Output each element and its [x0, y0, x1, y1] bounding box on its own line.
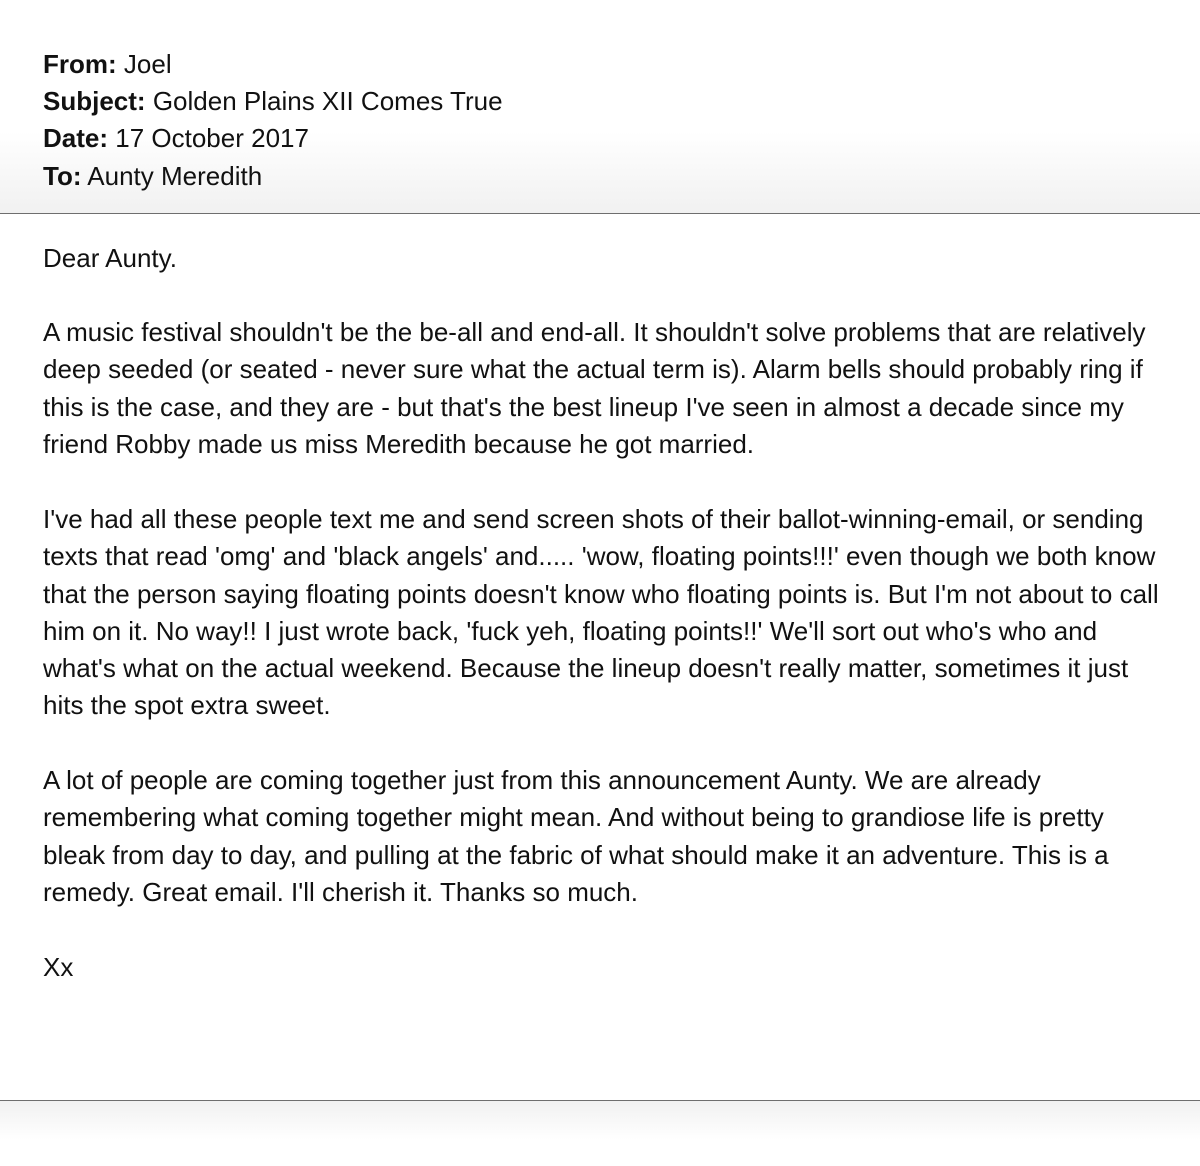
subject-value: Golden Plains XII Comes True: [152, 86, 503, 116]
to-value: Aunty Meredith: [87, 161, 263, 191]
from-label: From:: [43, 49, 117, 79]
subject-label: Subject:: [43, 86, 146, 116]
date-label: Date:: [43, 123, 109, 153]
email-paragraph: I've had all these people text me and send screen shots of their ballot-winning-email, or sending texts that read 'omg' and 'black angels' and..... 'wow, floating points!!!' even though we both know that the person saying floating points doesn't know who floating points is. But I'm not about to call him on it. No way!! I just wrote back, 'fuck yeh, floating points!!' We'll sort out who's who and what's what on the actual weekend. Because the lineup doesn't really matter, sometimes it just hits the spot extra sweet.: [43, 504, 1159, 721]
date-row: [43, 120, 309, 157]
email-paragraph: A lot of people are coming together just from this announcement Aunty. We are already remembering what coming together might mean. And without being to grandiose life is pretty bleak from day to day, and pulling at the fabric of what should make it an adventure. This is a remedy. Great email. I'll cherish it. Thanks so much.: [43, 765, 1109, 907]
email-footer: [0, 1100, 1200, 1166]
from-row: [43, 46, 172, 83]
email-header: [0, 0, 1200, 214]
to-label: To:: [43, 161, 82, 191]
to-row: [43, 158, 262, 195]
email-greeting: Dear Aunty.: [43, 243, 177, 273]
email-signoff: Xx: [43, 952, 74, 982]
date-value: 17 October 2017: [115, 123, 309, 153]
email-paragraph: A music festival shouldn't be the be-all and end-all. It shouldn't solve problems that are relatively deep seeded (or seated - never sure what the actual term is). Alarm bells should probably ring if this is the case, and they are - but that's the best lineup I've seen in almost a decade since my friend Robby made us miss Meredith because he got married.: [43, 317, 1146, 459]
subject-row: [43, 83, 503, 120]
from-value: Joel: [123, 49, 172, 79]
